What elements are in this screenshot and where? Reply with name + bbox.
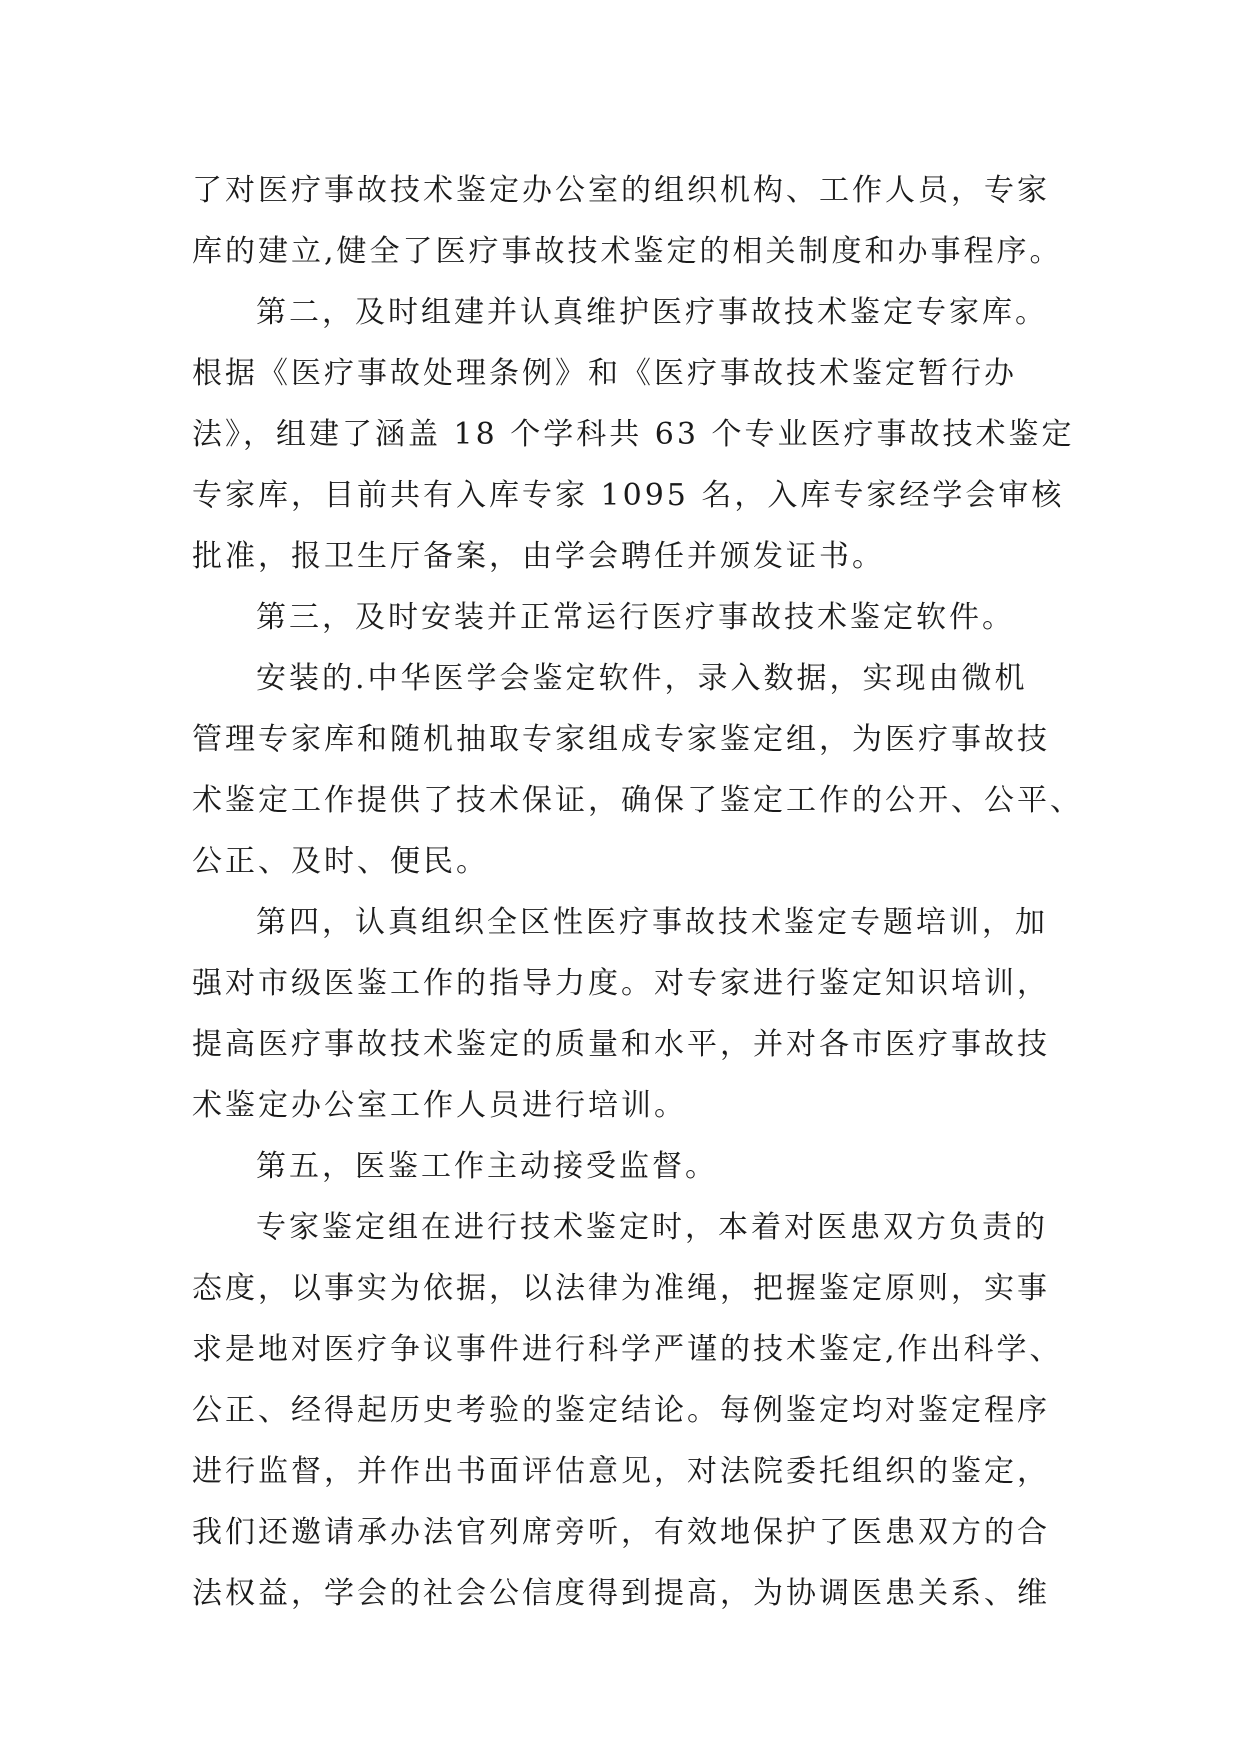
text-line: 求是地对医疗争议事件进行科学严谨的技术鉴定,作出科学、 bbox=[192, 1332, 1063, 1367]
text-line: 第四，认真组织全区性医疗事故技术鉴定专题培训，加 bbox=[256, 905, 1048, 940]
text-line: 安装的.中华医学会鉴定软件，录入数据，实现由微机 bbox=[256, 661, 1028, 696]
text-line: 了对医疗事故技术鉴定办公室的组织机构、工作人员，专家 bbox=[192, 173, 1050, 208]
text-line: 专家库，目前共有入库专家 1095 名，入库专家经学会审核 bbox=[192, 478, 1065, 513]
text-line: 批准，报卫生厅备案，由学会聘任并颁发证书。 bbox=[192, 539, 885, 574]
text-line: 态度，以事实为依据，以法律为准绳，把握鉴定原则，实事 bbox=[192, 1271, 1050, 1306]
text-line: 第二，及时组建并认真维护医疗事故技术鉴定专家库。 bbox=[256, 295, 1048, 330]
text-line: 管理专家库和随机抽取专家组成专家鉴定组，为医疗事故技 bbox=[192, 722, 1050, 757]
text-line: 库的建立,健全了医疗事故技术鉴定的相关制度和办事程序。 bbox=[192, 234, 1063, 269]
text-line: 第五，医鉴工作主动接受监督。 bbox=[256, 1149, 718, 1184]
text-line: 公正、及时、便民。 bbox=[192, 844, 489, 879]
body-text bbox=[192, 160, 1092, 1624]
text-line: 根据《医疗事故处理条例》和《医疗事故技术鉴定暂行办 bbox=[192, 356, 1017, 391]
text-line: 强对市级医鉴工作的指导力度。对专家进行鉴定知识培训， bbox=[192, 966, 1050, 1001]
text-line: 专家鉴定组在进行技术鉴定时，本着对医患双方负责的 bbox=[256, 1210, 1048, 1245]
text-line: 提高医疗事故技术鉴定的质量和水平，并对各市医疗事故技 bbox=[192, 1027, 1050, 1062]
text-line: 术鉴定工作提供了技术保证，确保了鉴定工作的公开、公平、 bbox=[192, 783, 1083, 818]
text-line: 我们还邀请承办法官列席旁听，有效地保护了医患双方的合 bbox=[192, 1515, 1050, 1550]
text-line: 法权益，学会的社会公信度得到提高，为协调医患关系、维 bbox=[192, 1576, 1050, 1611]
text-line: 法》，组建了涵盖 18 个学科共 63 个专业医疗事故技术鉴定 bbox=[192, 417, 1075, 452]
text-line: 术鉴定办公室工作人员进行培训。 bbox=[192, 1088, 687, 1123]
text-line: 进行监督，并作出书面评估意见，对法院委托组织的鉴定， bbox=[192, 1454, 1050, 1489]
text-line: 第三，及时安装并正常运行医疗事故技术鉴定软件。 bbox=[256, 600, 1015, 635]
text-line: 公正、经得起历史考验的鉴定结论。每例鉴定均对鉴定程序 bbox=[192, 1393, 1050, 1428]
